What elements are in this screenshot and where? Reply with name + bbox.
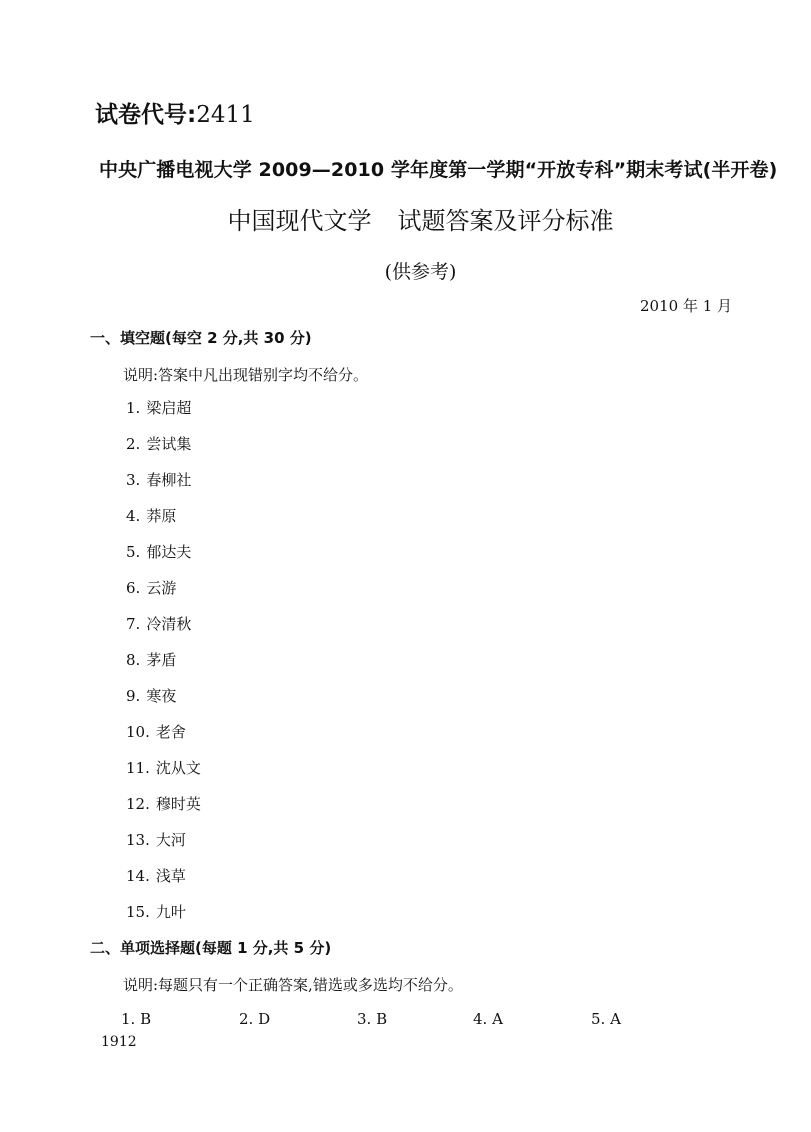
section-1-note: 说明:答案中凡出现错别字均不给分。 xyxy=(123,366,369,384)
paper-code-number: 2411 xyxy=(196,102,255,128)
list-item: 1. 梁启超 xyxy=(126,399,192,417)
paper-code-label: 试卷代号: xyxy=(95,102,197,128)
list-item: 7. 冷清秋 xyxy=(126,615,192,633)
subject-title xyxy=(0,201,811,236)
list-item: 11. 沈从文 xyxy=(126,759,201,777)
reference-note xyxy=(0,257,811,284)
list-item: 14. 浅草 xyxy=(126,867,186,885)
choice-answers-row xyxy=(121,1010,721,1032)
section-1-heading: 一、填空题(每空 2 分,共 30 分) xyxy=(90,329,312,347)
section-2-note: 说明:每题只有一个正确答案,错选或多选均不给分。 xyxy=(123,976,463,994)
choice-answer: 1. B xyxy=(121,1010,152,1028)
list-item: 4. 莽原 xyxy=(126,507,177,525)
list-item: 3. 春柳社 xyxy=(126,471,192,489)
list-item: 9. 寒夜 xyxy=(126,687,177,705)
exam-title: 中央广播电视大学 2009—2010 学年度第一学期“开放专科”期末考试(半开卷) xyxy=(99,159,778,181)
subject-name: 中国现代文学 xyxy=(227,207,372,235)
paper-code xyxy=(95,96,255,129)
choice-answer: 5. A xyxy=(591,1010,621,1028)
list-item: 10. 老舍 xyxy=(126,723,186,741)
list-item: 2. 尝试集 xyxy=(126,435,192,453)
list-item: 5. 郁达夫 xyxy=(126,543,192,561)
choice-answer: 4. A xyxy=(473,1010,503,1028)
page-number: 1912 xyxy=(101,1034,137,1050)
list-item: 6. 云游 xyxy=(126,579,177,597)
list-item: 13. 大河 xyxy=(126,831,186,849)
exam-date: 2010 年 1 月 xyxy=(640,297,733,315)
reference-note-text: (供参考) xyxy=(384,261,457,283)
choice-answer: 2. D xyxy=(239,1010,271,1028)
choice-answer: 3. B xyxy=(357,1010,388,1028)
list-item: 15. 九叶 xyxy=(126,903,186,921)
subject-suffix: 试题答案及评分标准 xyxy=(397,207,614,235)
list-item: 8. 茅盾 xyxy=(126,651,177,669)
list-item: 12. 穆时英 xyxy=(126,795,201,813)
fill-in-answers-list xyxy=(126,398,201,938)
section-2-heading: 二、单项选择题(每题 1 分,共 5 分) xyxy=(90,939,332,957)
